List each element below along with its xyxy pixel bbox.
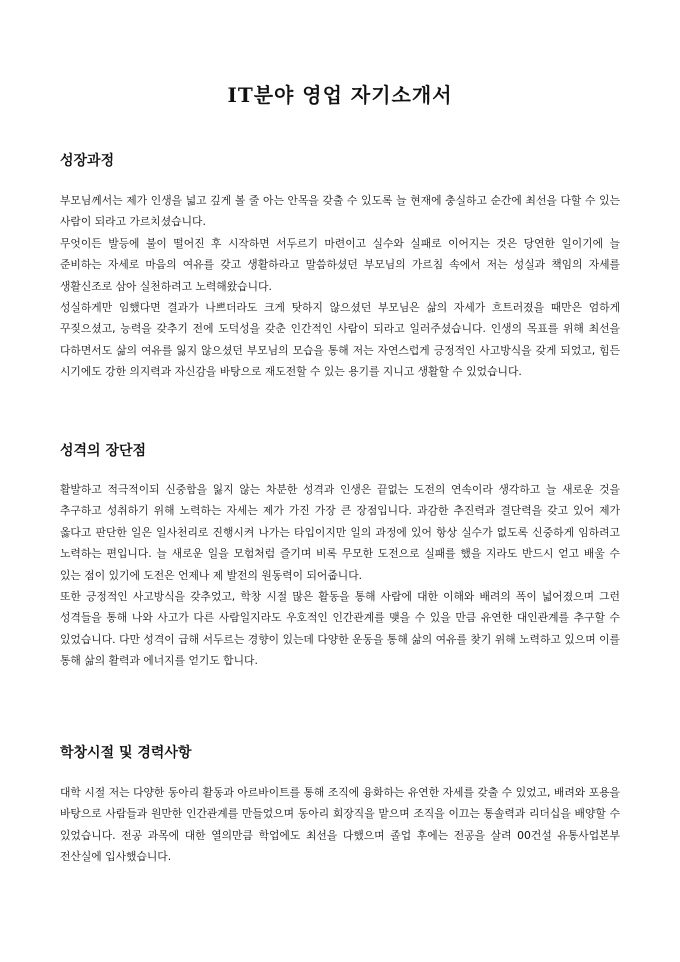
paragraph: 또한 긍정적인 사고방식을 갖추었고, 학창 시절 많은 활동을 통해 사람에 대한 이해와 배려의 폭이 넓어졌으며 그런 성격들을 통해 나와 사고가 다른 사람일지라도 우호적인 인간관계를 맺을 수 있을 만큼 유연한 대인관계를 추구할 수 있었습니다. 다만 성격이 급해 서두르는 경향이 있는데 다양한 운동을 통해 삶의 여유를 찾기 위해 노력하고 있으며 이를 통해 삶의 활력과 에너지를 얻기도 합니다.: [60, 590, 620, 668]
section-heading-growth: 성장과정: [60, 153, 115, 169]
section-heading-school-career: 학창시절 및 경력사항: [60, 745, 192, 761]
paragraph: 성실하게만 임했다면 결과가 나쁘더라도 크게 탓하지 않으셨던 부모님은 삶의 자세가 흐트러졌을 때만은 엄하게 꾸짖으셨고, 능력을 갖추기 전에 도덕성을 갖춘 인간적인 사람이 되라고 일러주셨습니다. 인생의 목표를 위해 최선을 다하면서도 삶의 여유를 잃지 않으셨던 부모님의 모습을 통해 저는 자연스럽게 긍정적인 사고방식을 갖게 되었고, 힘든 시기에도 강한 의지력과 자신감을 바탕으로 재도전할 수 있는 용기를 지니고 생활할 수 있었습니다.: [60, 301, 620, 379]
paragraph: 무엇이든 발등에 불이 떨어진 후 시작하면 서두르기 마련이고 실수와 실패로 이어지는 것은 당연한 일이기에 늘 준비하는 자세로 마음의 여유를 갖고 생활하라고 말씀하셨던 부모님의 가르침 속에서 저는 성실과 책임의 자세를 생활신조로 삼아 실천하려고 노력해왔습니다.: [60, 236, 620, 293]
paragraph: 활발하고 적극적이되 신중함을 잃지 않는 차분한 성격과 인생은 끝없는 도전의 연속이라 생각하고 늘 새로운 것을 추구하고 성취하기 위해 노력하는 자세는 제가 가진 가장 큰 장점입니다. 과감한 추진력과 결단력을 갖고 있어 제가 옳다고 판단한 일은 일사천리로 진행시켜 나가는 타입이지만 일의 과정에 있어 항상 실수가 없도록 신중하게 임하려고 노력하는 편입니다. 늘 새로운 일을 모험처럼 즐기며 비록 무모한 도전으로 실패를 했을 지라도 반드시 얻고 배울 수 있는 점이 있기에 도전은 언제나 제 발전의 원동력이 되어줍니다.: [60, 483, 620, 582]
paragraph: 부모님께서는 제가 인생을 넓고 깊게 볼 줄 아는 안목을 갖출 수 있도록 늘 현재에 충실하고 순간에 최선을 다할 수 있는 사람이 되라고 가르치셨습니다.: [60, 194, 620, 229]
paragraph: 대학 시절 저는 다양한 동아리 활동과 아르바이트를 통해 조직에 융화하는 유연한 자세를 갖출 수 있었고, 배려와 포용을 바탕으로 사람들과 원만한 인간관계를 만들었으며 동아리 회장직을 맡으며 조직을 이끄는 통솔력과 리더십을 배양할 수 있었습니다. 전공 과목에 대한 열의만큼 학업에도 최선을 다했으며 졸업 후에는 전공을 살려 00건설 유통사업본부 전산실에 입사했습니다.: [60, 786, 620, 864]
document-title: IT분야 영업 자기소개서: [227, 83, 453, 107]
section-heading-personality: 성격의 장단점: [60, 443, 147, 459]
section-body-personality: [60, 479, 620, 672]
section-body-growth: [60, 190, 620, 383]
section-body-school-career: [60, 782, 620, 868]
